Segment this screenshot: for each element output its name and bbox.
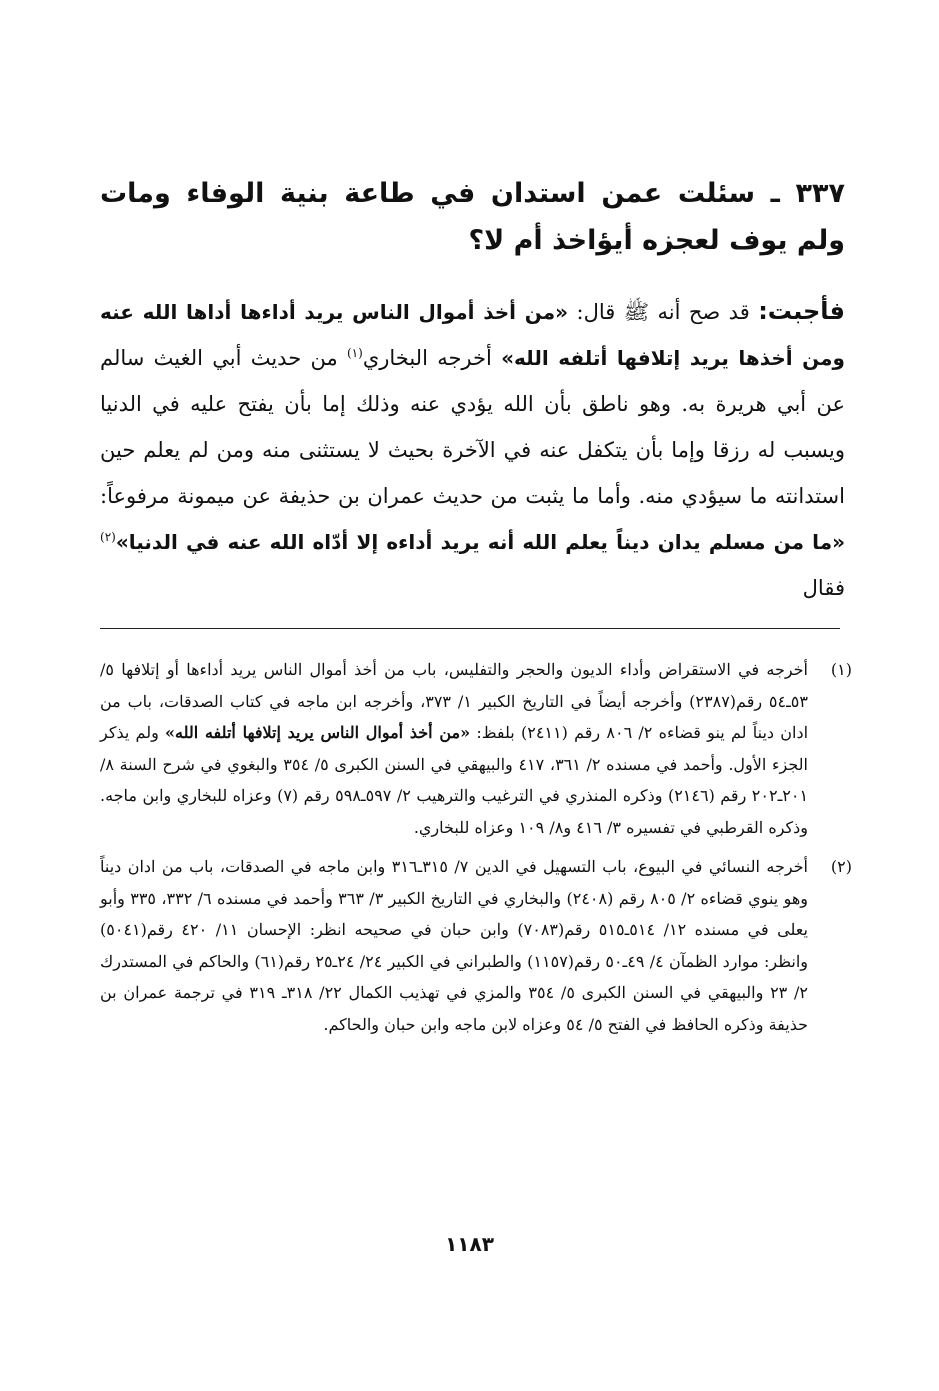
footnote-quote: «من أخذ أموال الناس يريد إتلافها أتلفه الله» — [165, 723, 471, 742]
footnote-separator — [100, 628, 840, 629]
hadith-quote-2: «ما من مسلم يدان ديناً يعلم الله أنه يريد أداءه إلا أدّاه الله عنه في الدنيا» — [115, 530, 845, 554]
answer-text-1: قد صح أنه ﷺ قال: — [568, 300, 759, 324]
hadith-quote-1: «من أخذ أموال الناس يريد أداءها أداها الله عنه ومن أخذها يريد إتلافها أتلفه الله» — [100, 300, 845, 370]
footnote-marker-1: (١) — [346, 346, 363, 360]
answer-text-3: من حديث أبي الغيث سالم عن أبي هريرة به. وهو ناطق بأن الله يؤدي عنه وذلك إما بأن يفتح عليه في الدنيا ويسبب له رزقا وإما بأن يتكفل عنه في الآخرة بحيث لا يستثنى منه ومن لم يعلم حين استدانته ما سيؤدي منه. وأما ما يثبت من حديث عمران بن حذيفة عن ميمونة مرفوعاً: — [100, 346, 845, 508]
answer-text-2: أخرجه البخاري — [362, 346, 502, 370]
footnote-text: أخرجه النسائي في البيوع، باب التسهيل في الدين ٧/ ٣١٥ـ٣١٦ وابن ماجه في الصدقات، باب من ادان ديناً وهو ينوي قضاءه ٢/ ٨٠٥ رقم (٢٤٠٨) والبخاري في التاريخ الكبير ٣/ ٣٦٣ وأحمد في مسنده ٦/ ٣٣٢، ٣٣٥ وأبو يعلى في مسنده ١٢/ ٥١٤ـ٥١٥ رقم(٧٠٨٣) وابن حبان في صحيحه انظر: الإحسان ١١/ ٤٢٠ رقم(٥٠٤١) وانظر: موارد الظمآن ٤/ ٤٩ـ٥٠ رقم(١١٥٧) والطبراني في الكبير ٢٤/ ٢٤ـ٢٥ رقم(٦١) والحاكم في المستدرك ٢/ ٢٣ والبيهقي في السنن الكبرى ٥/ ٣٥٤ والمزي في تهذيب الكمال ٢٢/ ٣١٨ـ ٣١٩ في ترجمة عمران بن حذيفة وذكره الحافظ في الفتح ٥/ ٥٤ وعزاه لابن ماجه وابن حبان والحاكم. — [100, 857, 809, 1034]
footnote-number: (١) — [830, 660, 852, 679]
footnote-text — [100, 654, 808, 843]
answer-lead: فأجبت: — [758, 297, 846, 325]
footnote-text-part: أخرجه في الاستقراض وأداء الديون والحجر والتفليس، باب من أخذ أموال الناس يريد أداءها أو إتلافها ٥/ ٥٣ـ٥٤ رقم(٢٣٨٧) وأخرجه أيضاً في التاريخ الكبير ١/ ٣٧٣، وأخرجه ابن ماجه في كتاب الصدقات، باب من ادان ديناً لم ينو قضاءه ٢/ ٨٠٦ رقم (٢٤١١) بلفظ: — [100, 660, 809, 742]
footnote-text-part: ولم يذكر الجزء الأول. وأحمد في مسنده ٢/ ٣٦١، ٤١٧ والبيهقي في السنن الكبرى ٥/ ٣٥٤ والبغوي في شرح السنة ٨/ ٢٠١ـ٢٠٢ رقم (٢١٤٦) وذكره المنذري في الترغيب والترهيب ٢/ ٥٩٧ـ٥٩٨ رقم (٧) وعزاه للبخاري وابن ماجه. وذكره القرطبي في تفسيره ٣/ ٤١٦ و٨/ ١٠٩ وعزاه للبخاري. — [100, 723, 809, 837]
footnotes — [100, 654, 852, 1048]
footnote-number: (٢) — [830, 857, 852, 876]
answer-paragraph — [100, 288, 845, 611]
answer-text-4: فقال — [802, 576, 845, 600]
footnote-marker-2: (٢) — [100, 530, 116, 544]
footnote-2 — [100, 851, 852, 1040]
main-text — [100, 170, 845, 611]
page-number: ١١٨٣ — [445, 1232, 494, 1256]
footnote-1 — [100, 654, 852, 843]
question-heading: ٣٣٧ ـ سئلت عمن استدان في طاعة بنية الوفاء ومات ولم يوف لعجزه أيؤاخذ أم لا؟ — [100, 178, 845, 256]
